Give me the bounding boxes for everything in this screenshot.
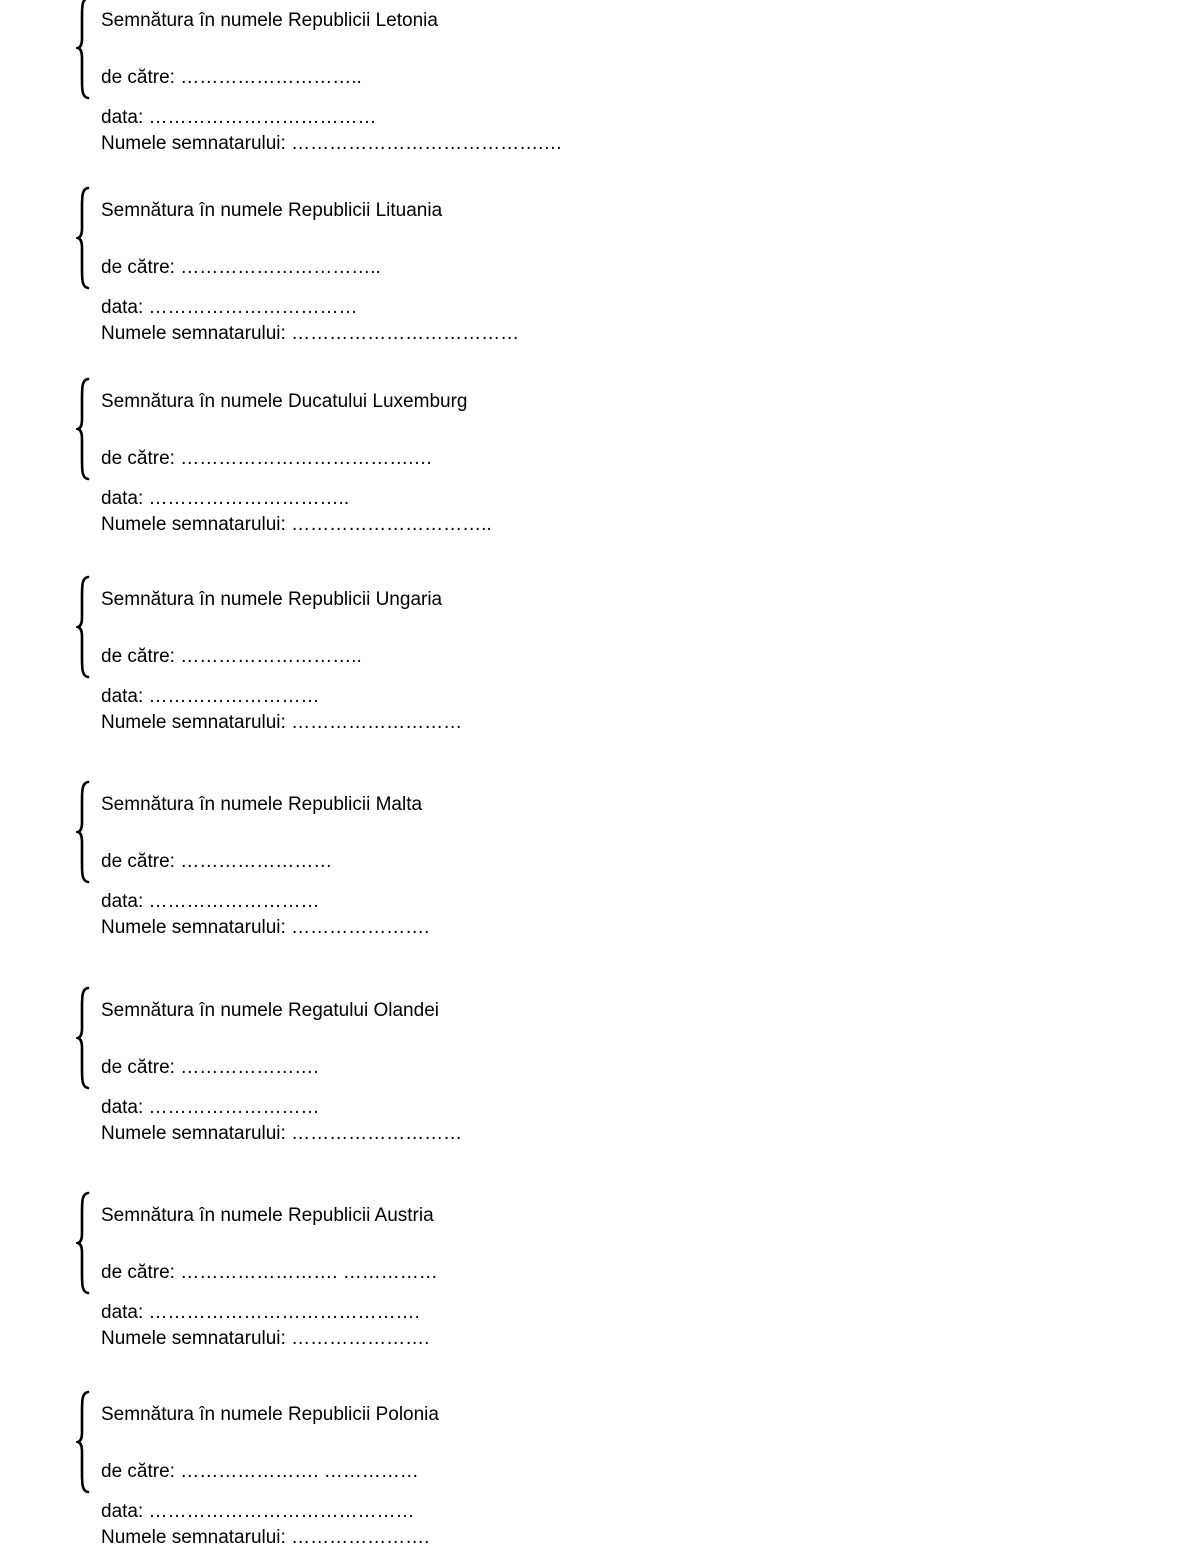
signatory-by-line: de către: ………………………….. — [101, 257, 381, 278]
signature-block-netherlands — [0, 994, 1182, 1154]
signature-title: Semnătura în numele Republicii Lituania — [101, 200, 443, 221]
signature-title: Semnătura în numele Republicii Austria — [101, 1205, 434, 1226]
signatory-by-line: de către: ……………………………….… — [101, 448, 433, 469]
signature-block-latvia — [0, 4, 1182, 164]
signature-title: Semnătura în numele Regatului Olandei — [101, 1000, 439, 1021]
date-line: data: ……………………………… — [101, 107, 377, 128]
date-line: data: ……………………………………. — [101, 1302, 420, 1323]
signature-title: Semnătura în numele Republicii Ungaria — [101, 589, 443, 610]
signature-title: Semnătura în numele Republicii Malta — [101, 794, 423, 815]
signatory-name-line: Numele semnatarului: ………………………………….… — [101, 133, 563, 154]
signatory-name-line: Numele semnatarului: ………………………….. — [101, 514, 492, 535]
brace-icon — [76, 377, 90, 481]
signatory-name-line: Numele semnatarului: ……………………………… — [101, 323, 520, 344]
brace-icon — [76, 1191, 90, 1295]
signatory-name-line: Numele semnatarului: …………………. — [101, 1527, 430, 1548]
signature-block-luxembourg — [0, 385, 1182, 545]
date-line: data: ……………………… — [101, 686, 320, 707]
brace-icon — [76, 986, 90, 1090]
brace-icon — [76, 575, 90, 679]
brace-icon — [76, 780, 90, 884]
date-line: data: ……………………… — [101, 1097, 320, 1118]
signatory-by-line: de către: …………………. …………… — [101, 1461, 419, 1482]
date-line: data: …………………………… — [101, 297, 358, 318]
brace-icon — [76, 1390, 90, 1494]
signature-block-malta — [0, 788, 1182, 948]
date-line: data: ………………………….. — [101, 488, 350, 509]
signatory-by-line: de către: ……………………. …………… — [101, 1262, 438, 1283]
brace-icon — [76, 0, 90, 100]
signature-title: Semnătura în numele Republicii Letonia — [101, 10, 438, 31]
brace-icon — [76, 186, 90, 290]
signature-block-hungary — [0, 583, 1182, 743]
signatory-name-line: Numele semnatarului: ……………………… — [101, 712, 463, 733]
signatory-name-line: Numele semnatarului: …………………. — [101, 917, 430, 938]
date-line: data: …………………………………… — [101, 1501, 415, 1522]
signatory-by-line: de către: …………………… — [101, 851, 333, 872]
signature-block-austria — [0, 1199, 1182, 1359]
signatory-by-line: de către: ……………………….. — [101, 67, 362, 88]
signature-block-lithuania — [0, 194, 1182, 354]
signatory-name-line: Numele semnatarului: …………………. — [101, 1328, 430, 1349]
signatory-by-line: de către: ……………………….. — [101, 646, 362, 667]
signature-block-poland — [0, 1398, 1182, 1558]
signature-title: Semnătura în numele Ducatului Luxemburg — [101, 391, 468, 412]
date-line: data: ……………………… — [101, 891, 320, 912]
signature-title: Semnătura în numele Republicii Polonia — [101, 1404, 439, 1425]
signatory-name-line: Numele semnatarului: ……………………… — [101, 1123, 463, 1144]
signatory-by-line: de către: …………………. — [101, 1057, 319, 1078]
